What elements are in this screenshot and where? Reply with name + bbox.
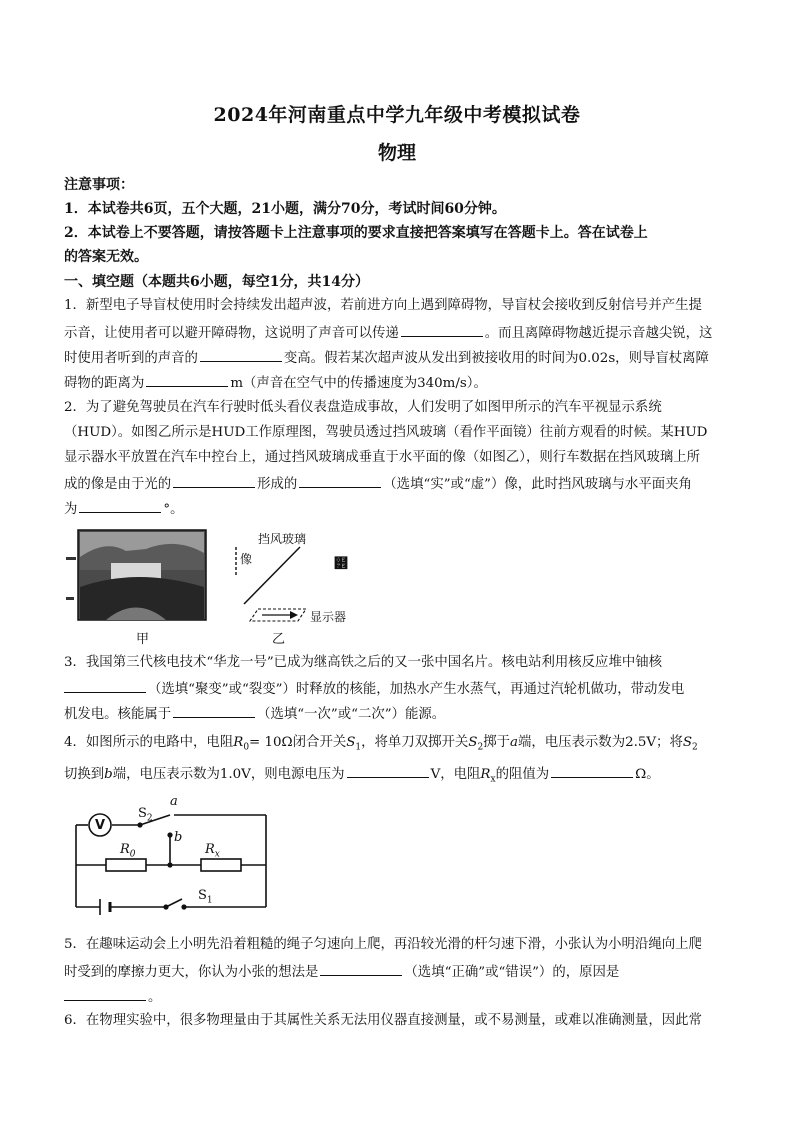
exam-title: 2024年河南重点中学九年级中考模拟试卷 (213, 104, 581, 126)
q2-text: （选填“实”或“虚”）像，此时挡风玻璃与水平面夹角 (383, 477, 692, 492)
q4-line-1 (64, 734, 734, 757)
q3-line-1: 3．我国第三代核电技术“华龙一号”已成为继高铁之后的又一张中国名片。核电站利用核反应堆中铀核 (64, 655, 663, 670)
q4-symbol-sub: 2 (477, 742, 484, 753)
q5-text: （选填“正确”或“错误”）的，原因是 (404, 965, 620, 980)
r0-label (120, 842, 136, 860)
q4-text: 切换到 (64, 767, 105, 782)
q4-text: 掷于 (483, 735, 510, 750)
q5-text: 时受到的摩擦力更大，你认为小张的想法是 (64, 965, 319, 980)
q2-line-1: 2．为了避免驾驶员在汽车行驶时低头看仪表盘造成事故，人们发明了如图甲所示的汽车平视显示系统 (64, 400, 662, 415)
q4-text: 端，电压表示数为1.0V，则电源电压为 (112, 767, 345, 782)
answer-blank (64, 679, 146, 693)
q2-line-3: 显示器水平放置在汽车中控台上，通过挡风玻璃成垂直于水平面的像（如图乙），则行车数据在挡风玻璃上所 (64, 450, 701, 465)
answer-blank (173, 474, 255, 488)
q4-symbol: b (104, 767, 113, 782)
s1-symbol: S (198, 888, 207, 903)
answer-blank (146, 373, 228, 387)
answer-blank (347, 764, 429, 778)
q1-text: 时使用者听到的声音的 (64, 351, 198, 366)
q2-text: 成的像是由于光的 (64, 477, 172, 492)
s2-symbol: S (138, 806, 147, 821)
q4-symbol: R (480, 767, 491, 782)
q4-text: 端，电压表示数为2.5V；将 (517, 735, 683, 750)
s2-label (138, 806, 153, 824)
q4-symbol: S (682, 735, 693, 750)
q3-line-3 (64, 704, 734, 724)
answer-blank (320, 962, 402, 976)
answer-blank (401, 323, 483, 337)
s1-sub: 1 (206, 895, 213, 906)
q1-text: 。而且离障碍物越近提示音越尖锐，这 (484, 326, 713, 341)
q2-line-5 (64, 499, 734, 519)
q4-symbol: R (233, 735, 244, 750)
q4-symbol-sub: 1 (355, 742, 362, 753)
exam-subject: 物理 (377, 142, 416, 164)
answer-blank (200, 348, 282, 362)
r0-symbol: R (120, 842, 130, 857)
q4-symbol-sub: 2 (692, 742, 698, 753)
q6-line-1: 6．在物理实验中，很多物理量由于其属性关系无法用仪器直接测量，或不易测量，或难以准确测量，因此常 (64, 1013, 702, 1028)
q3-text: 机发电。核能属于 (64, 707, 172, 722)
answer-blank (173, 704, 255, 718)
q5-text: 。 (148, 990, 162, 1005)
q4-symbol: S (346, 735, 356, 750)
terminal-b-label: b (174, 830, 183, 845)
q2-line-4 (64, 474, 734, 494)
answer-blank (551, 764, 633, 778)
q4-symbol: a (509, 735, 518, 750)
figure-jia-photo (66, 527, 208, 625)
q1-text: m（声音在空气中的传播速度为340m/s）。 (230, 376, 487, 391)
q4-line-2 (64, 764, 734, 789)
q3-text: （选填“聚变”或“裂变”）时释放的核能，加热水产生水蒸气，再通过汽轮机做功，带动发电 (148, 682, 685, 697)
notes-item-2a: 2．本试卷上不要答题，请按答题卡上注意事项的要求直接把答案填写在答题卡上。答在试卷上 (64, 225, 648, 241)
q1-text: 变高。假若某次超声波从发出到被接收用的时间为0.02s，则导盲杖离障 (283, 351, 709, 366)
circuit-schematic (66, 795, 276, 925)
notes-item-1: 1．本试卷共6页，五个大题，21小题，满分70分，考试时间60分钟。 (64, 201, 506, 217)
r0-sub: 0 (129, 849, 136, 860)
rx-label (205, 842, 220, 860)
q4-symbol-sub: x (490, 774, 496, 785)
notes-heading: 注意事项： (64, 177, 134, 193)
q4-symbol-sub: 0 (243, 742, 250, 753)
section-heading: 一、填空题（本题共6小题，每空1分，共14分） (64, 274, 369, 290)
answer-blank (79, 499, 161, 513)
s2-sub: 2 (146, 813, 153, 824)
q1-line-1: 1．新型电子导盲杖使用时会持续发出超声波，若前进方向上遇到障碍物，导盲杖会接收到反射信号并产生提 (64, 298, 702, 313)
terminal-a-label: a (170, 794, 178, 809)
q1-line-2 (64, 323, 734, 343)
q4-text: 4．如图所示的电路中，电阻 (64, 735, 234, 750)
q5-line-2 (64, 962, 734, 982)
q2-text: °。 (163, 502, 184, 517)
q1-line-3 (64, 348, 734, 368)
s1-label (198, 888, 213, 906)
voltmeter-label: V (95, 818, 106, 833)
q1-text: 碍物的距离为 (64, 376, 145, 391)
q3-line-2 (64, 679, 734, 699)
q2-text: 形成的 (257, 477, 298, 492)
circuit-diagram (66, 795, 276, 925)
q5-line-3 (64, 987, 734, 1007)
answer-blank (299, 474, 381, 488)
q4-text: V，电阻 (430, 767, 481, 782)
q4-text: Ω。 (635, 767, 660, 782)
q4-text: = 10Ω闭合开关 (249, 735, 347, 750)
label-image: 像 (240, 552, 253, 566)
q4-text: ，将单刀双掷开关 (361, 735, 469, 750)
answer-blank (64, 987, 146, 1001)
hud-photo-image (66, 527, 208, 625)
label-windshield: 挡风玻璃 (258, 532, 307, 546)
q4-symbol: S (468, 735, 478, 750)
q2-text: 为 (64, 502, 78, 517)
rx-symbol: R (205, 842, 215, 857)
q1-text: 示音，让使用者可以避开障碍物，这说明了声音可以传递 (64, 326, 399, 341)
q3-text: （选填“一次”或“二次”）能源。 (257, 707, 446, 722)
rx-sub: x (214, 849, 220, 860)
notes-item-2b: 的答案无效。 (64, 249, 148, 265)
label-display: 显示器 (310, 610, 347, 624)
q2-line-2: （HUD）。如图乙所示是HUD工作原理图，驾驶员透过挡风玻璃（看作平面镜）往前方观看的时候。某HUD (64, 425, 708, 440)
q5-line-1: 5．在趣味运动会上小明先沿着粗糙的绳子匀速向上爬，再沿较光滑的杆匀速下滑，小张认为小明沿绳向上爬 (64, 937, 702, 952)
figure-jia-caption: 甲 (136, 632, 150, 647)
q4-text: 的阻值为 (495, 767, 550, 782)
eye-icon: ๾ (334, 556, 348, 572)
q1-line-4 (64, 373, 734, 393)
figure-yi-caption: 乙 (272, 632, 286, 647)
